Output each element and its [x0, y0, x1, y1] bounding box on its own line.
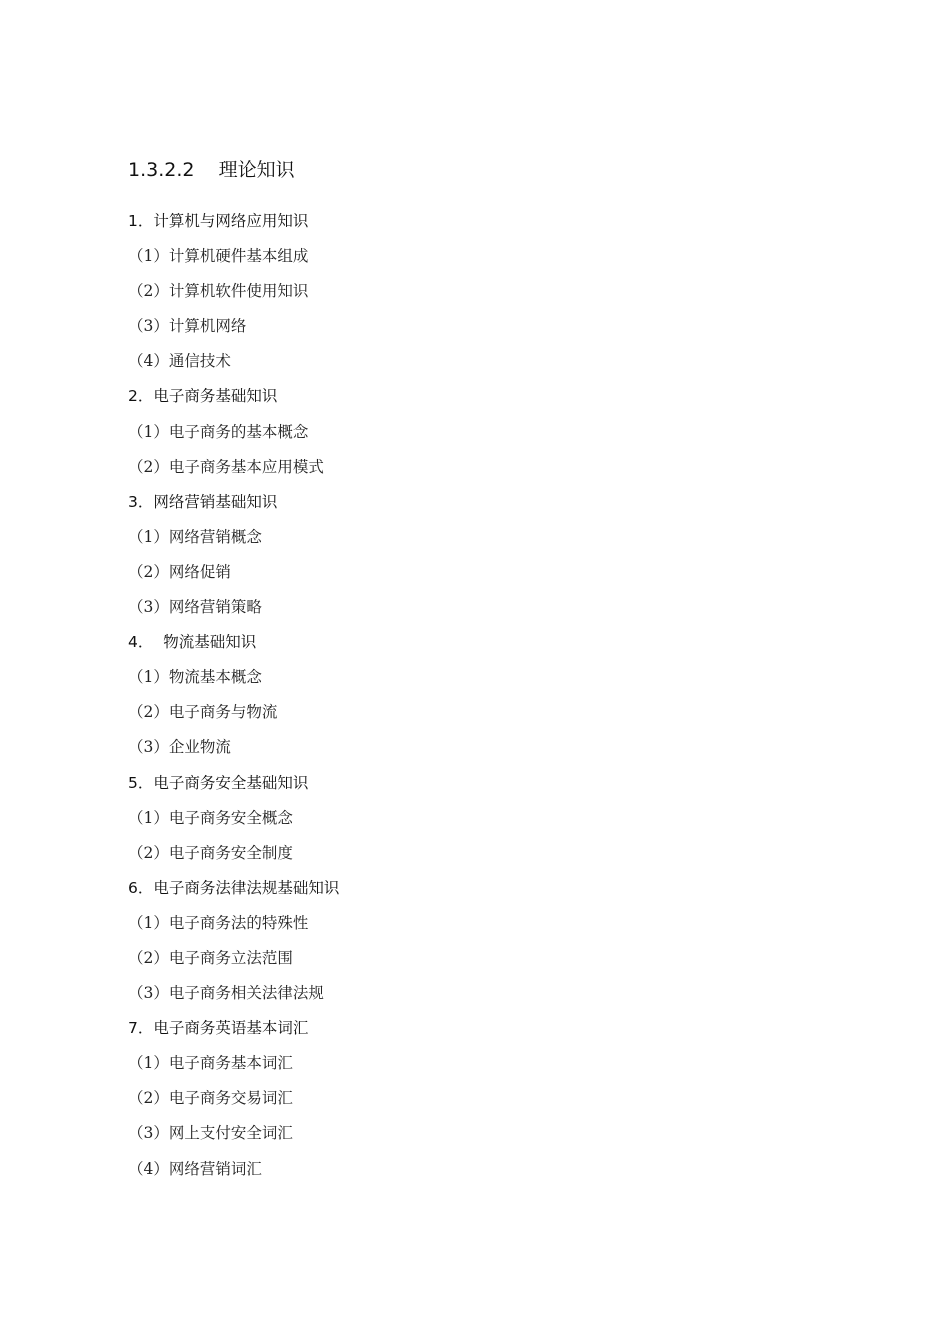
list-item: （2）电子商务交易词汇 — [128, 1089, 293, 1108]
list-item: （4）通信技术 — [128, 352, 231, 371]
list-item: （3）电子商务相关法律法规 — [128, 984, 324, 1003]
section-heading-number: 1.3.2.2 — [128, 159, 195, 181]
list-item: （2）计算机软件使用知识 — [128, 282, 309, 301]
section-title: 1．计算机与网络应用知识 — [128, 212, 309, 230]
knowledge-outline — [128, 204, 828, 1187]
list-item: （1）电子商务基本词汇 — [128, 1054, 293, 1073]
section-heading — [128, 156, 295, 184]
list-item: （3）企业物流 — [128, 738, 231, 757]
section-title: 3．网络营销基础知识 — [128, 492, 278, 511]
list-item: （1）物流基本概念 — [128, 668, 262, 687]
list-item: （3）计算机网络 — [128, 317, 247, 336]
list-item: （1）网络营销概念 — [128, 527, 262, 546]
list-item: （3）网络营销策略 — [128, 598, 262, 617]
list-item: （2）电子商务与物流 — [128, 703, 278, 722]
section-title: 6．电子商务法律法规基础知识 — [128, 878, 340, 897]
section-title: 7．电子商务英语基本词汇 — [128, 1019, 309, 1038]
section-title: 4． 物流基础知识 — [128, 633, 257, 652]
section-title: 5．电子商务安全基础知识 — [128, 773, 309, 792]
list-item: （1）电子商务安全概念 — [128, 808, 293, 827]
list-item: （2）电子商务安全制度 — [128, 843, 293, 862]
list-item: （4）网络营销词汇 — [128, 1159, 262, 1178]
section-heading-title: 理论知识 — [218, 159, 295, 181]
list-item: （3）网上支付安全词汇 — [128, 1124, 293, 1143]
list-item: （1）电子商务法的特殊性 — [128, 913, 309, 932]
list-item: （2）电子商务基本应用模式 — [128, 457, 324, 476]
section-title: 2．电子商务基础知识 — [128, 387, 278, 406]
list-item: （2）电子商务立法范围 — [128, 948, 293, 967]
list-item: （1）电子商务的基本概念 — [128, 422, 309, 441]
list-item: （2）网络促销 — [128, 562, 231, 581]
list-item: （1）计算机硬件基本组成 — [128, 247, 309, 266]
